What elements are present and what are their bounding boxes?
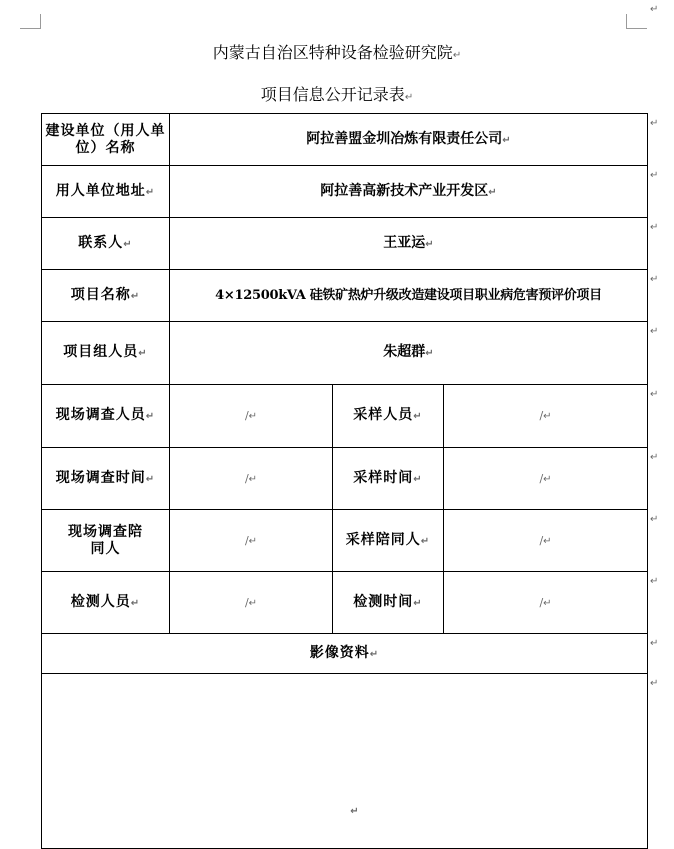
sampling-time-label: 采样时间↵ [333,448,444,510]
form-title [0,82,674,105]
table-row [42,634,648,674]
survey-escort-value: /↵ [170,510,333,572]
testing-time-value: /↵ [444,572,648,634]
paragraph-mark: ↵ [145,186,156,198]
project-name-label: 项目名称↵ [42,270,170,322]
paragraph-mark: ↵ [248,535,258,547]
table-row [42,166,648,218]
contact-value: 王亚运↵ [170,218,648,270]
project-name-value: 4×12500kVA 硅铁矿热炉升级改造建设项目职业病危害预评价项目 [170,270,648,322]
row-end-mark: ↵ [650,326,659,337]
testing-time-label: 检测时间↵ [333,572,444,634]
survey-staff-label: 现场调查人员↵ [42,385,170,448]
row-end-mark: ↵ [650,678,659,689]
org-title [0,40,674,63]
address-label: 用人单位地址↵ [42,166,170,218]
row-end-mark: ↵ [650,576,659,587]
paragraph-mark: ↵ [413,411,423,422]
survey-escort-label: 现场调查陪同人 [42,510,170,572]
sampling-staff-value: /↵ [444,385,648,448]
paragraph-mark: ↵ [248,473,258,485]
table-row [42,322,648,385]
form-title-text: 项目信息公开记录表 [260,85,405,104]
row-end-mark: ↵ [650,222,659,233]
contact-label: 联系人↵ [42,218,170,270]
paragraph-mark: ↵ [543,597,552,609]
table-row [42,385,648,448]
sampling-staff-label: 采样人员↵ [333,385,444,448]
org-title-text: 内蒙古自治区特种设备检验研究院 [212,43,453,62]
paragraph-mark: ↵ [650,4,659,15]
construction-unit-value: 阿拉善盟金圳冶炼有限责任公司↵ [170,114,648,166]
sampling-escort-label: 采样陪同人↵ [333,510,444,572]
paragraph-mark: ↵ [425,348,434,359]
row-end-mark: ↵ [650,452,659,463]
table-row [42,572,648,634]
survey-time-label: 现场调查时间↵ [42,448,170,510]
construction-unit-label: 建设单位（用人单位）名称 [42,114,170,166]
paragraph-mark: ↵ [138,348,148,359]
paragraph-mark: ↵ [130,597,141,609]
paragraph-mark: ↵ [145,411,156,422]
row-end-mark: ↵ [650,118,659,129]
survey-staff-value: /↵ [170,385,333,448]
paragraph-mark: ↵ [543,411,552,422]
crop-mark-top-right [626,14,647,29]
paragraph-mark: ↵ [248,597,258,609]
table-row [42,448,648,510]
paragraph-mark: ↵ [488,186,497,198]
paragraph-mark: ↵ [123,238,133,250]
project-info-table [41,113,648,849]
table-row [42,510,648,572]
sampling-time-value: /↵ [444,448,648,510]
row-end-mark: ↵ [650,170,659,181]
testing-staff-label: 检测人员↵ [42,572,170,634]
paragraph-mark: ↵ [413,473,423,485]
paragraph-mark: ↵ [145,473,156,485]
images-section-header: 影像资料↵ [42,634,648,674]
paragraph-mark: ↵ [404,92,414,103]
row-end-mark: ↵ [650,638,659,649]
paragraph-mark: ↵ [369,648,380,660]
paragraph-mark: ↵ [543,473,552,485]
sampling-escort-value: /↵ [444,510,648,572]
row-end-mark: ↵ [650,514,659,525]
team-label: 项目组人员↵ [42,322,170,385]
survey-time-value: /↵ [170,448,333,510]
images-area [42,674,648,849]
address-value: 阿拉善高新技术产业开发区↵ [170,166,648,218]
paragraph-mark: ↵ [350,806,359,817]
row-end-mark: ↵ [650,389,659,400]
testing-staff-value: /↵ [170,572,333,634]
paragraph-mark: ↵ [452,50,462,61]
table-row [42,270,648,322]
crop-mark-top-left [20,14,41,29]
table-row [42,218,648,270]
row-end-mark: ↵ [650,274,659,285]
paragraph-mark: ↵ [413,597,423,609]
paragraph-mark: ↵ [248,411,258,422]
paragraph-mark: ↵ [543,535,552,547]
table-row [42,114,648,166]
paragraph-mark: ↵ [502,134,511,146]
table-row [42,674,648,849]
paragraph-mark: ↵ [420,535,431,547]
paragraph-mark: ↵ [130,290,141,302]
team-value: 朱超群↵ [170,322,648,385]
paragraph-mark: ↵ [425,238,434,250]
